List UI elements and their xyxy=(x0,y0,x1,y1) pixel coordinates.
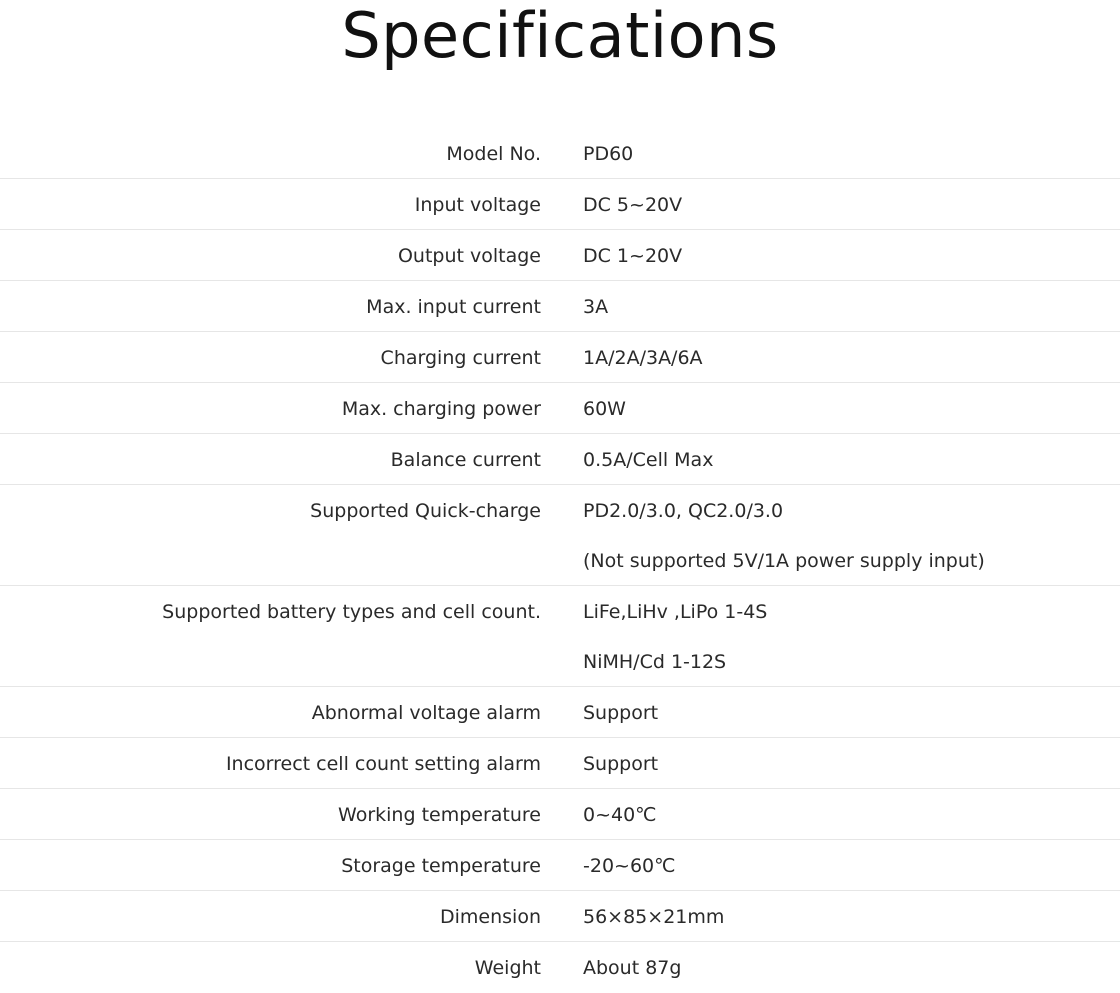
spec-values xyxy=(541,179,1120,229)
spec-label: Max. input current xyxy=(366,296,541,318)
spec-label: Working temperature xyxy=(338,804,541,826)
spec-label: Weight xyxy=(474,957,541,979)
spec-value: LiFe,LiHv ,LiPo 1-4S xyxy=(583,601,768,623)
spec-label: Charging current xyxy=(380,347,541,369)
spec-label: Balance current xyxy=(390,449,541,471)
spec-values xyxy=(541,942,1120,992)
spec-values xyxy=(541,687,1120,737)
spec-row xyxy=(0,586,1120,687)
spec-values xyxy=(541,738,1120,788)
spec-label: Incorrect cell count setting alarm xyxy=(225,753,541,775)
spec-value: Support xyxy=(583,753,659,775)
spec-row xyxy=(0,891,1120,942)
spec-value: 56×85×21mm xyxy=(583,906,725,928)
spec-values xyxy=(541,128,1120,178)
spec-values xyxy=(541,230,1120,280)
spec-value: 0.5A/Cell Max xyxy=(583,449,714,471)
spec-value: (Not supported 5V/1A power supply input) xyxy=(583,550,985,572)
spec-value: 0~40℃ xyxy=(583,804,657,826)
spec-row xyxy=(0,281,1120,332)
spec-value: DC 5~20V xyxy=(583,194,683,216)
page-title: Specifications xyxy=(341,0,779,72)
spec-row xyxy=(0,840,1120,891)
spec-values xyxy=(541,789,1120,839)
spec-value: Support xyxy=(583,702,659,724)
spec-label: Input voltage xyxy=(414,194,541,216)
spec-row xyxy=(0,485,1120,586)
spec-value: PD2.0/3.0, QC2.0/3.0 xyxy=(583,500,784,522)
spec-label: Abnormal voltage alarm xyxy=(311,702,541,724)
spec-value: PD60 xyxy=(583,143,634,165)
spec-values xyxy=(541,485,1120,585)
spec-value: 1A/2A/3A/6A xyxy=(583,347,703,369)
spec-row xyxy=(0,332,1120,383)
spec-row xyxy=(0,687,1120,738)
spec-label: Output voltage xyxy=(397,245,541,267)
spec-row xyxy=(0,179,1120,230)
spec-row xyxy=(0,738,1120,789)
spec-label: Supported Quick-charge xyxy=(310,500,541,522)
spec-label: Model No. xyxy=(446,143,541,165)
spec-row xyxy=(0,789,1120,840)
spec-label: Dimension xyxy=(440,906,541,928)
spec-row xyxy=(0,230,1120,281)
spec-label: Supported battery types and cell count. xyxy=(162,601,541,623)
spec-label: Storage temperature xyxy=(341,855,541,877)
spec-row xyxy=(0,942,1120,992)
spec-values xyxy=(541,434,1120,484)
spec-table xyxy=(0,128,1120,992)
spec-values xyxy=(541,332,1120,382)
spec-values xyxy=(541,383,1120,433)
spec-value: -20~60℃ xyxy=(583,855,676,877)
spec-value: About 87g xyxy=(583,957,682,979)
spec-values xyxy=(541,891,1120,941)
spec-value: DC 1~20V xyxy=(583,245,683,267)
spec-values xyxy=(541,840,1120,890)
spec-value: 3A xyxy=(583,296,609,318)
spec-row xyxy=(0,383,1120,434)
spec-label: Max. charging power xyxy=(341,398,541,420)
spec-row xyxy=(0,434,1120,485)
spec-row xyxy=(0,128,1120,179)
spec-values xyxy=(541,281,1120,331)
spec-value: NiMH/Cd 1-12S xyxy=(583,651,727,673)
spec-value: 60W xyxy=(583,398,626,420)
spec-values xyxy=(541,586,1120,686)
